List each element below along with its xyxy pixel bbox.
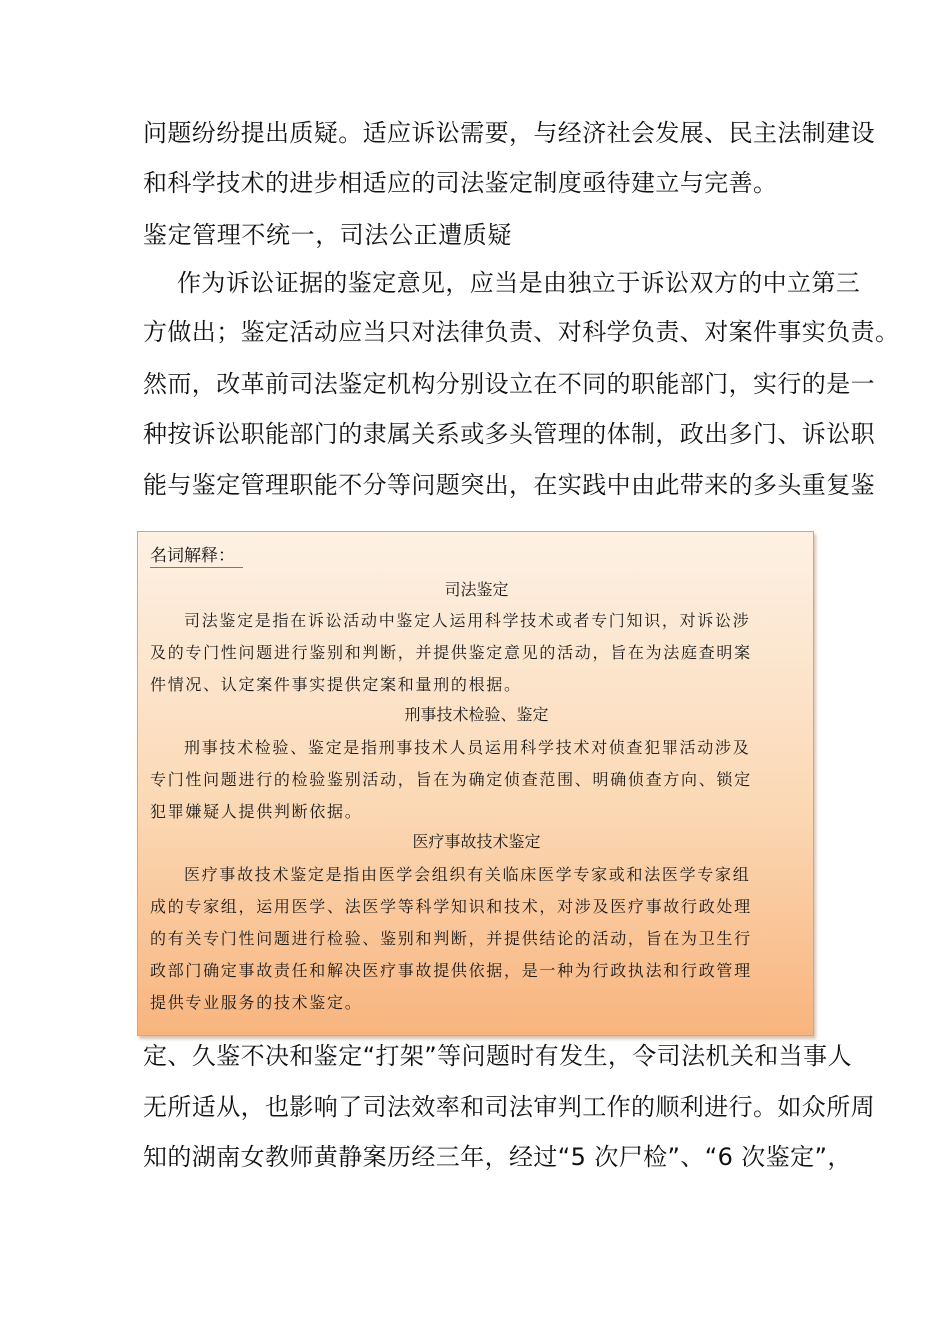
text-line: 作为诉讼证据的鉴定意见，应当是由独立于诉讼双方的中立第三 [177,269,861,297]
term-text-line: 成的专家组，运用医学、法医学等科学知识和技术，对涉及医疗事故行政处理 [150,897,752,916]
section-heading: 鉴定管理不统一，司法公正遭质疑 [143,221,512,249]
term-text-line: 及的专门性问题进行鉴别和判断，并提供鉴定意见的活动，旨在为法庭查明案 [150,643,752,662]
text-line: 然而，改革前司法鉴定机构分别设立在不同的职能部门，实行的是一 [143,370,875,398]
text-line: 种按诉讼职能部门的隶属关系或多头管理的体制，政出多门、诉讼职 [143,420,875,448]
term-text-line: 件情况、认定案件事实提供定案和量刑的根据。 [150,675,522,694]
term-text-line: 犯罪嫌疑人提供判断依据。 [150,802,363,821]
text-line: 问题纷纷提出质疑。适应诉讼需要，与经济社会发展、民主法制建设 [143,119,875,147]
term-text-line: 政部门确定事故责任和解决医疗事故提供依据，是一种为行政执法和行政管理 [150,961,752,980]
term-text-line: 刑事技术检验、鉴定是指刑事技术人员运用科学技术对侦查犯罪活动涉及 [184,738,751,757]
term-text-line: 的有关专门性问题进行检验、鉴别和判断，并提供结论的活动，旨在为卫生行 [150,929,752,948]
text-line: 方做出；鉴定活动应当只对法律负责、对科学负责、对案件事实负责。 [143,318,900,346]
term-title: 刑事技术检验、鉴定 [404,705,549,724]
glossary-label: 名词解释： [150,545,243,568]
term-title: 司法鉴定 [444,580,509,599]
text-line: 定、久鉴不决和鉴定“打架”等问题时有发生，令司法机关和当事人 [143,1042,852,1070]
text-line: 能与鉴定管理职能不分等问题突出，在实践中由此带来的多头重复鉴 [143,471,875,499]
text-line: 无所适从，也影响了司法效率和司法审判工作的顺利进行。如众所周 [143,1093,875,1121]
glossary-box [137,531,814,1036]
term-text-line: 医疗事故技术鉴定是指由医学会组织有关临床医学专家或和法医学专家组 [184,865,751,884]
text-line: 和科学技术的进步相适应的司法鉴定制度亟待建立与完善。 [143,169,778,197]
term-text-line: 提供专业服务的技术鉴定。 [150,993,363,1012]
text-line: 知的湖南女教师黄静案历经三年，经过“5 次尸检”、“6 次鉴定”， [143,1143,852,1171]
term-title: 医疗事故技术鉴定 [412,832,541,851]
term-text-line: 专门性问题进行的检验鉴别活动，旨在为确定侦查范围、明确侦查方向、锁定 [150,770,752,789]
term-text-line: 司法鉴定是指在诉讼活动中鉴定人运用科学技术或者专门知识，对诉讼涉 [184,611,751,630]
